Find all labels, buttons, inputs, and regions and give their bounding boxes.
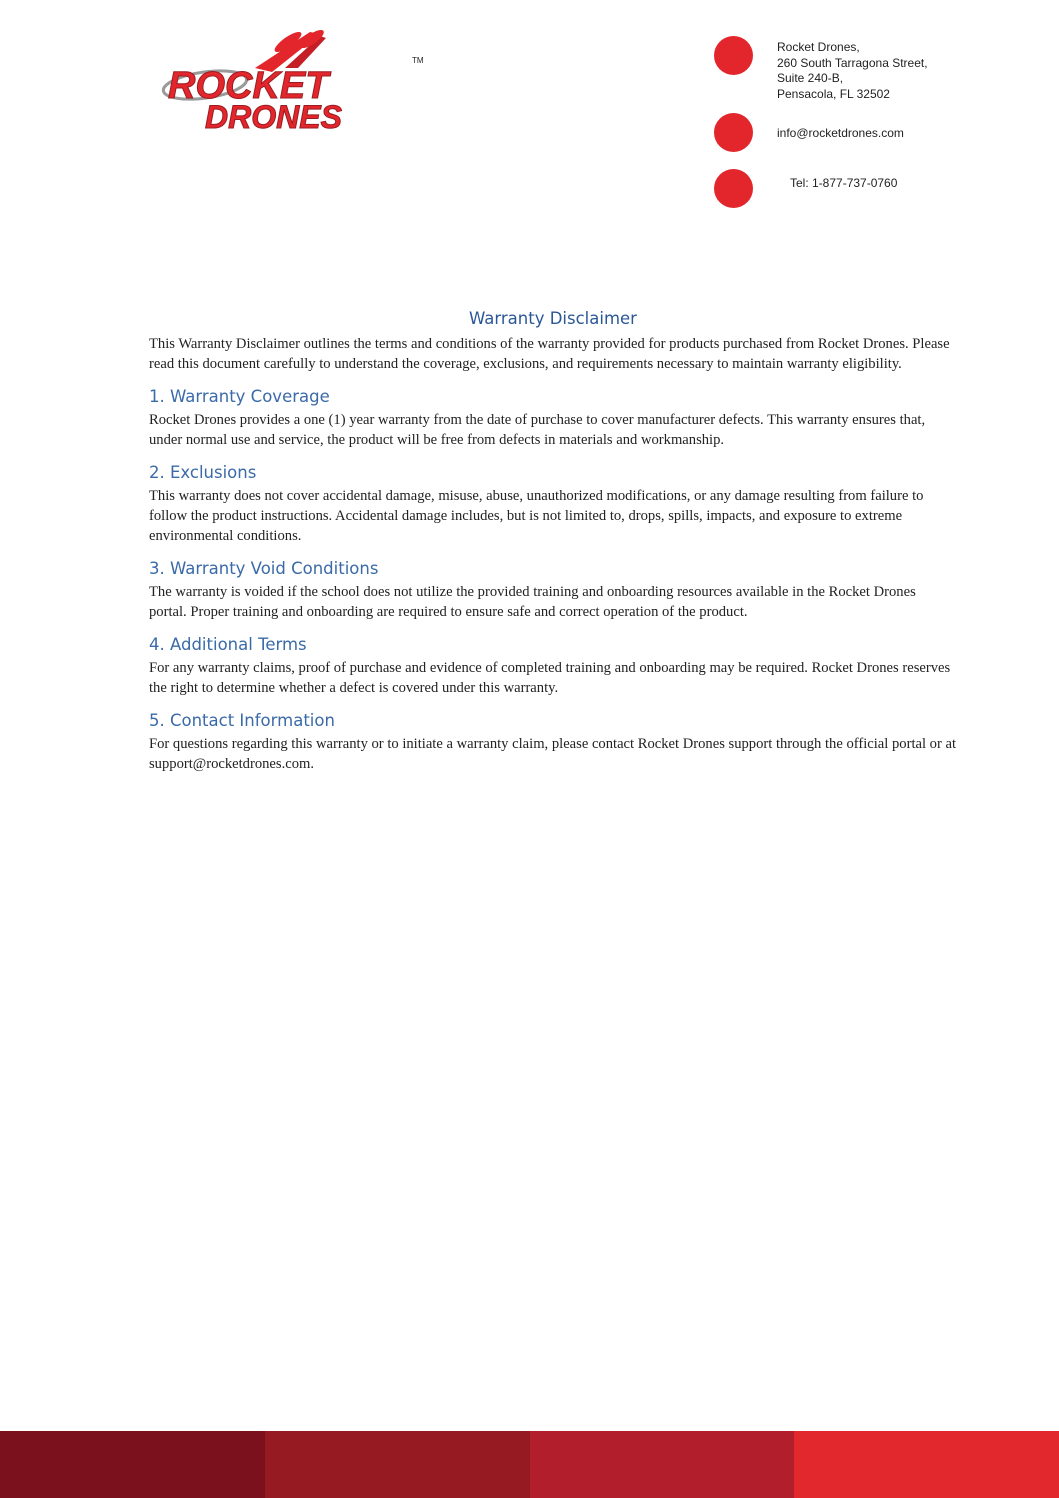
email-icon [714, 113, 753, 152]
intro-paragraph: This Warranty Disclaimer outlines the terms and conditions of the warranty provided for products purchased from Rocket Drones. Please read this document carefully to understand the coverage, exclusions, and requirements necessary to maintain warranty eligibility. [149, 336, 950, 372]
phone-icon [714, 169, 753, 208]
email-text[interactable]: info@rocketdrones.com [777, 126, 904, 140]
section-body: Rocket Drones provides a one (1) year warranty from the date of purchase to cover manufacturer defects. This warranty ensures that, under normal use and service, the product will be free from defects in materials and workmanship. [149, 412, 926, 448]
footer-band [265, 1431, 530, 1498]
section-body: This warranty does not cover accidental damage, misuse, abuse, unauthorized modifications, or any damage resulting from failure to follow the product instructions. Accidental damage includes, but is not limited to, drops, spills, impacts, and exposure to extreme environmental conditions. [149, 488, 924, 544]
address-line: Suite 240-B, [777, 71, 844, 85]
document-body [149, 307, 957, 774]
address-line: Rocket Drones, [777, 40, 860, 54]
section-heading: 3. Warranty Void Conditions [149, 559, 379, 578]
section-heading: 4. Additional Terms [149, 635, 307, 654]
document-title: Warranty Disclaimer [469, 309, 637, 328]
section-heading: 1. Warranty Coverage [149, 387, 330, 406]
rocket-drones-logo [160, 28, 430, 138]
address-line: 260 South Tarragona Street, [777, 55, 928, 70]
section-heading: 2. Exclusions [149, 463, 257, 482]
trademark-mark: TM [412, 56, 424, 65]
section-body: For questions regarding this warranty or to initiate a warranty claim, please contact Rocket Drones support through the official portal or at support@rocketdrones.com. [149, 736, 957, 772]
footer-band [794, 1431, 1059, 1498]
address-line: Pensacola, FL 32502 [777, 86, 890, 101]
location-icon [714, 36, 753, 75]
section-body: For any warranty claims, proof of purchase and evidence of completed training and onboarding may be required. Rocket Drones reserves the right to determine whether a defect is covered under this warranty. [149, 660, 951, 696]
section-heading: 5. Contact Information [149, 711, 335, 730]
svg-text:DRONES: DRONES [205, 99, 342, 135]
footer-bands [0, 1431, 1059, 1498]
footer-band [0, 1431, 265, 1498]
section-body: The warranty is voided if the school does not utilize the provided training and onboarding resources available in the Rocket Drones portal. Proper training and onboarding are required to ensure safe and correct operation of the product. [149, 584, 916, 620]
svg-text:ROCKET: ROCKET [168, 65, 329, 107]
phone-text: Tel: 1-877-737-0760 [790, 176, 898, 190]
footer-band [530, 1431, 795, 1498]
